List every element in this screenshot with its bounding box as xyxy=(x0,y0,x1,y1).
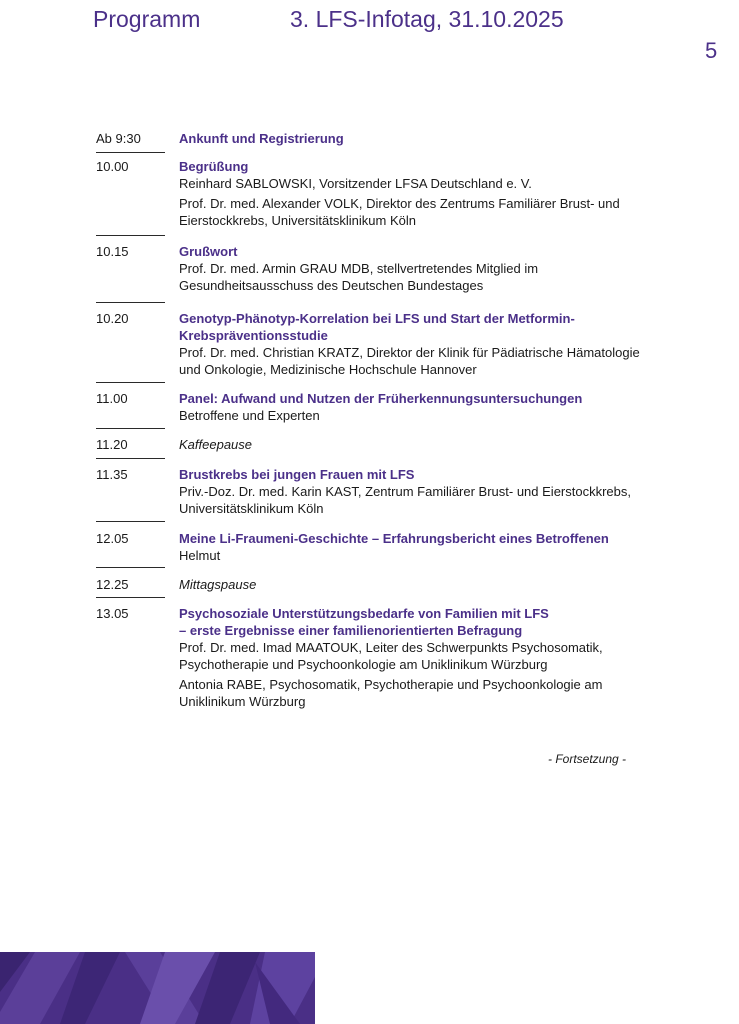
agenda-content xyxy=(179,390,689,424)
agenda-time: 10.00 xyxy=(96,159,129,174)
agenda-title-line: Genotyp-Phänotyp-Korrelation bei LFS und Start der Metformin- xyxy=(179,311,575,326)
agenda-content xyxy=(179,530,689,564)
agenda-content xyxy=(179,466,689,517)
agenda-time: 11.20 xyxy=(96,437,128,452)
agenda-title: Meine Li-Fraumeni-Geschichte – Erfahrungsbericht eines Betroffenen xyxy=(179,531,609,546)
agenda-content xyxy=(179,436,689,453)
agenda-detail-line: Prof. Dr. med. Imad MAATOUK, Leiter des Schwerpunkts Psychosomatik, xyxy=(179,640,603,655)
agenda-detail-line: Helmut xyxy=(179,548,221,563)
time-divider xyxy=(96,235,165,236)
agenda-content xyxy=(179,310,689,378)
decorative-pattern xyxy=(0,952,315,1024)
agenda-content xyxy=(179,158,689,229)
agenda-title: Brustkrebs bei jungen Frauen mit LFS xyxy=(179,467,415,482)
agenda-title-line: Psychosoziale Unterstützungsbedarfe von Familien mit LFS xyxy=(179,606,549,621)
continuation-note: - Fortsetzung - xyxy=(548,752,627,766)
agenda-content xyxy=(179,605,689,710)
time-divider xyxy=(96,521,165,522)
time-divider xyxy=(96,567,165,568)
time-divider xyxy=(96,152,165,153)
break-label: Kaffeepause xyxy=(179,437,253,452)
decorative-banner xyxy=(0,952,315,1024)
event-title: 3. LFS-Infotag, 31.10.2025 xyxy=(290,6,564,32)
agenda-detail-line: Prof. Dr. med. Armin GRAU MDB, stellvertretendes Mitglied im xyxy=(179,261,539,276)
agenda-title: Ankunft und Registrierung xyxy=(179,131,344,146)
agenda-detail-line: Priv.-Doz. Dr. med. Karin KAST, Zentrum Familiärer Brust- und Eierstockkrebs, xyxy=(179,484,631,499)
agenda-time: Ab 9:30 xyxy=(96,131,141,146)
page-section-title: Programm xyxy=(93,6,201,32)
agenda-detail-line: Betroffene und Experten xyxy=(179,408,320,423)
page-number: 5 xyxy=(705,38,718,63)
agenda-time: 13.05 xyxy=(96,606,129,621)
agenda-time: 10.15 xyxy=(96,244,129,259)
agenda-time: 12.25 xyxy=(96,577,129,592)
agenda-title: Panel: Aufwand und Nutzen der Früherkennungsuntersuchungen xyxy=(179,391,583,406)
agenda-title-line: Krebspräventionsstudie xyxy=(179,328,328,343)
agenda-detail-line: Antonia RABE, Psychosomatik, Psychotherapie und Psychoonkologie am xyxy=(179,677,603,692)
time-divider xyxy=(96,382,165,383)
agenda-detail-line: Universitätsklinikum Köln xyxy=(179,501,324,516)
agenda-title: Grußwort xyxy=(179,244,238,259)
agenda-time: 11.35 xyxy=(96,467,128,482)
agenda-title-line: – erste Ergebnisse einer familienorientierten Befragung xyxy=(179,623,523,638)
break-label: Mittagspause xyxy=(179,577,257,592)
agenda-time: 12.05 xyxy=(96,531,129,546)
agenda-detail-line: Psychotherapie und Psychoonkologie am Uniklinikum Würzburg xyxy=(179,657,548,672)
agenda-detail-line: Eierstockkrebs, Universitätsklinikum Köln xyxy=(179,213,416,228)
time-divider xyxy=(96,302,165,303)
agenda-content xyxy=(179,576,689,593)
agenda-time: 11.00 xyxy=(96,391,128,406)
agenda-detail-line: Prof. Dr. med. Christian KRATZ, Direktor der Klinik für Pädiatrische Hämatologie xyxy=(179,345,640,360)
agenda-detail-line: und Onkologie, Medizinische Hochschule Hannover xyxy=(179,362,477,377)
agenda-title: Begrüßung xyxy=(179,159,249,174)
agenda-detail-line: Reinhard SABLOWSKI, Vorsitzender LFSA Deutschland e. V. xyxy=(179,176,532,191)
agenda-detail-line: Prof. Dr. med. Alexander VOLK, Direktor des Zentrums Familiärer Brust- und xyxy=(179,196,620,211)
agenda-detail-line: Gesundheitsausschuss des Deutschen Bundestages xyxy=(179,278,484,293)
time-divider xyxy=(96,458,165,459)
agenda-content xyxy=(179,243,689,294)
agenda-content xyxy=(179,130,689,147)
agenda-detail-line: Uniklinikum Würzburg xyxy=(179,694,306,709)
agenda-time: 10.20 xyxy=(96,311,129,326)
time-divider xyxy=(96,428,165,429)
time-divider xyxy=(96,597,165,598)
